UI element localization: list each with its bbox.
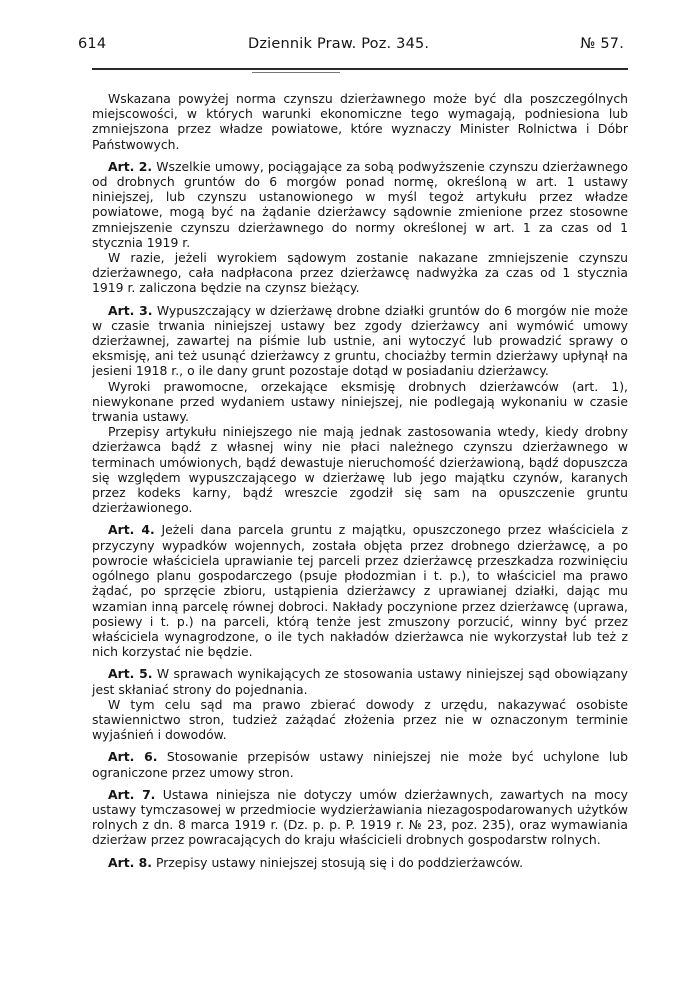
paragraph-art-5 [92,666,628,696]
paragraph-art-2 [92,159,628,250]
article-number: Art. 3. [108,302,153,318]
paragraph-art-7 [92,787,628,848]
page-header [78,36,626,58]
paragraph-art-3-cont-2 [92,424,628,515]
article-number: Art. 4. [108,522,155,538]
paragraph-text: Wyroki prawomocne, orzekające eksmisję drobnych dzierżawców (art. 1), niewykonane przed wydaniem ustawy niniejszej, nie podlegają wykonaniu w czasie trwania ustawy. [92,378,628,425]
header-rule-short [252,72,340,73]
journal-title: Dziennik Praw. Poz. 345. [248,36,430,52]
issue-number: № 57. [580,36,624,52]
paragraph-text: W tym celu sąd ma prawo zbierać dowody z urzędu, nakazywać osobiste stawiennictwo stron, tudzież zażądać złożenia przez nie w oznaczonym terminie wyjaśnień i dowodów. [92,696,628,743]
page-number: 614 [78,36,107,52]
paragraph-text: Wskazana powyżej norma czynszu dzierżawnego może być dla poszczególnych miejscowości, w których warunki ekonomiczne tego wymagają, podniesiona lub zmniejszona przez władze powiatowe, które wyznaczy Minister Rolnictwa i Dóbr Państwowych. [92,91,628,152]
article-number: Art. 8. [108,854,152,870]
paragraph-norma [92,91,628,152]
article-number: Art. 2. [108,158,153,174]
paragraph-text: Jeżeli dana parcela gruntu z majątku, opuszczonego przez właściciela z przyczyny wypadków wojennych, została objęta przez drobnego dzierżawcę, a po powrocie właściciela uprawianie tej parceli przez dzierżawcę przeszkadza rozwinięciu ogólnego planu gospodarczego (psuje płodozmian i t. p.), to właściciel ma prawo żądać, po sprzęcie zbioru, ustąpienia dzierżawcy z uprawianej działki, dając mu wzamian inną parcelę równej dobroci. Nakłady poczynione przez dzierżawcę (uprawa, posiewy i t. p.) na parceli, którą tenże jest zmuszony porzucić, winny być przez właściciela wynagrodzone, o ile tych nakładów dzierżawca nie wykorzystał lub też z nich korzystać nie będzie. [92,522,628,660]
paragraph-art-3-cont-1 [92,379,628,425]
document-body [92,91,628,870]
paragraph-art-3 [92,303,628,379]
article-number: Art. 7. [108,786,156,802]
paragraph-text: Wszelkie umowy, pociągające za sobą podwyższenie czynszu dzierżawnego od drobnych gruntów do 6 morgów ponad normę, określoną w art. 1 ustawy niniejszej, lub czynszu ustanowionego w myśl tegoż artykułu przez władze powiatowe, mogą być na żądanie dzierżawcy sądownie zmienione przez stosowne zmniejszenie czynszu dzierżawnego do normy określonej w art. 1 za czas od 1 stycznia 1919 r. [92,158,628,250]
paragraph-text: Przepisy ustawy niniejszej stosują się i do poddzierżawców. [155,854,524,870]
paragraph-text: Stosowanie przepisów ustawy niniejszej nie może być uchylone lub ograniczone przez umowy stron. [92,749,628,780]
paragraph-text: Ustawa niniejsza nie dotyczy umów dzierżawnych, zawartych na mocy ustawy tymczasowej w przedmiocie wydzierżawiania niezagospodarowanych użytków rolnych z dn. 8 marca 1919 r. (Dz. p. p. P. 1919 r. № 23, poz. 235), oraz wymawiania dzierżaw przez powracających do kraju właścicieli drobnych gospodarstw rolnych. [92,786,628,848]
paragraph-art-2-cont [92,250,628,296]
paragraph-art-4 [92,522,628,659]
paragraph-text: W sprawach wynikających ze stosowania ustawy niniejszej sąd obowiązany jest skłaniać strony do pojednania. [92,666,628,697]
paragraph-text: Wypuszczający w dzierżawę drobne działki gruntów do 6 morgów nie może w czasie trwania niniejszej ustawy bez zgody dzierżawcy ani wymówić umowy dzierżawnej, zawartej na piśmie lub ustnie, ani wytoczyć lub prowadzić sprawy o eksmisję, ani też usunąć dzierżawcy z gruntu, chociażby termin dzierżawy upłynął na jesieni 1918 r., o ile dany grunt pozostaje dotąd w posiadaniu dzierżawcy. [92,302,628,379]
article-number: Art. 6. [108,749,158,765]
paragraph-art-6 [92,749,628,779]
paragraph-art-5-cont [92,697,628,743]
header-rule [92,68,628,70]
article-number: Art. 5. [108,666,153,682]
paragraph-text: Przepisy artykułu niniejszego nie mają jednak zastosowania wtedy, kiedy drobny dzierżawca bądź z własnej winy nie płaci należnego czynszu dzierżawnego w terminach umówionych, bądź dewastuje nieruchomość dzierżawioną, bądź dopuszcza się względem wypuszczającego w dzierżawę lub jego majątku czynów, karanych przez kodeks karny, bądź wreszcie zgodził się sam na opuszczenie gruntu dzierżawionego. [92,424,628,516]
paragraph-text: W razie, jeżeli wyrokiem sądowym zostanie nakazane zmniejszenie czynszu dzierżawnego, cała nadpłacona przez dzierżawcę nadwyżka za czas od 1 stycznia 1919 r. zaliczona będzie na czynsz bieżący. [92,250,628,296]
paragraph-art-8 [92,855,628,870]
